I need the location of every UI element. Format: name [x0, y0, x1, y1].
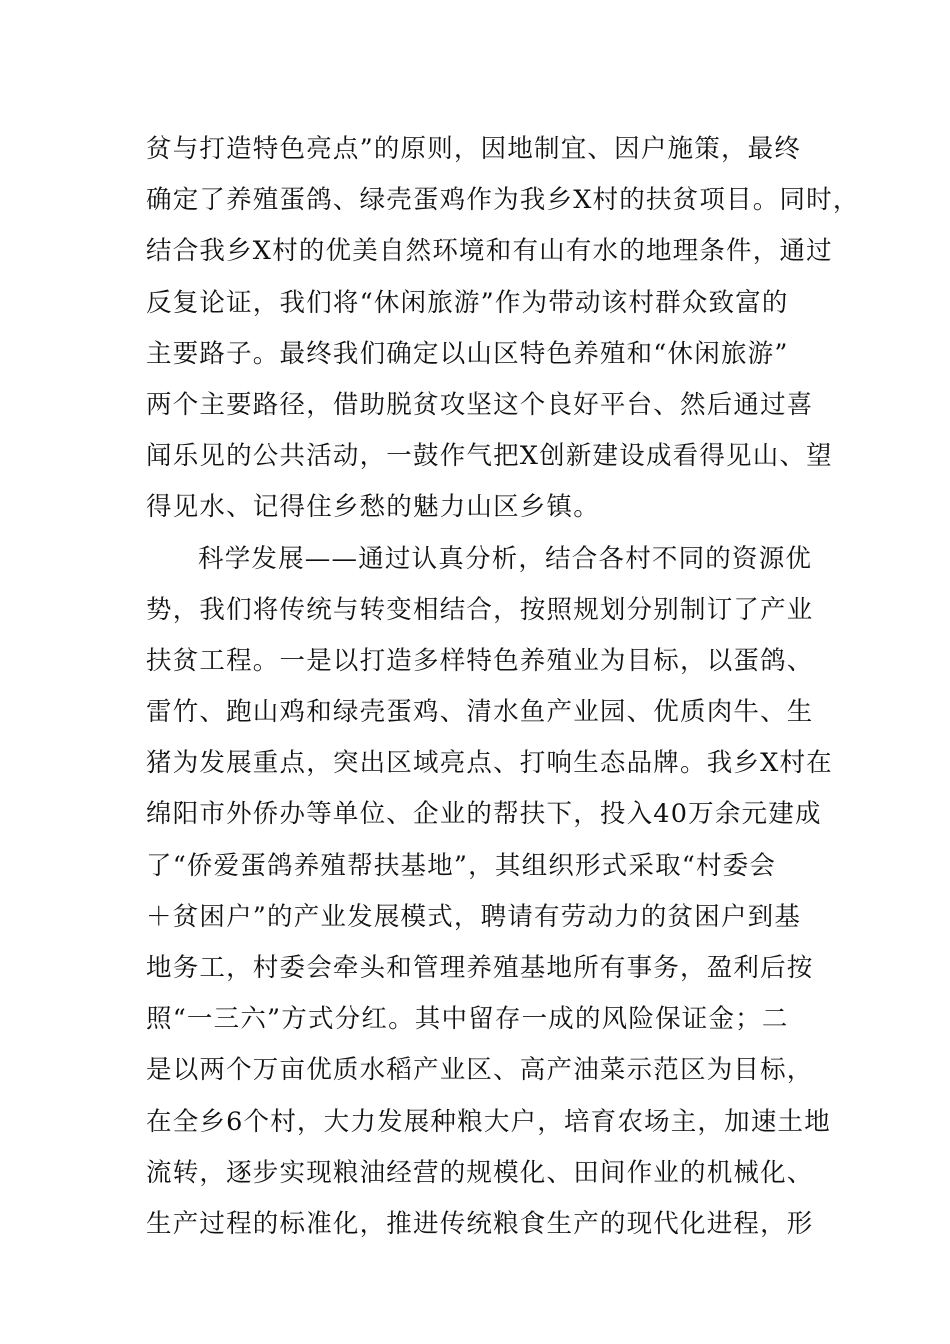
text-line: 在全乡6个村，大力发展种粮大户，培育农场主，加速土地: [146, 1106, 831, 1137]
text-line: 主要路子。最终我们确定以山区特色养殖和“休闲旅游”: [146, 338, 789, 369]
text-line: 反复论证，我们将“休闲旅游”作为带动该村群众致富的: [146, 287, 789, 318]
text-line: 地务工，村委会牵头和管理养殖基地所有事务，盈利后按: [146, 953, 814, 983]
text-line: 是以两个万亩优质水稻产业区、高产油菜示范区为目标，: [146, 1055, 814, 1086]
text-line: 两个主要路径，借助脱贫攻坚这个良好平台、然后通过喜: [146, 389, 814, 420]
text-line: 绵阳市外侨办等单位、企业的帮扶下，投入40万余元建成: [146, 799, 822, 830]
text-line: 猪为发展重点，突出区域亮点、打响生态品牌。我乡X村在: [146, 748, 833, 779]
text-line: ＋贫困户”的产业发展模式，聘请有劳动力的贫困户到基: [146, 901, 802, 932]
text-line: 了“侨爱蛋鸽养殖帮扶基地”，其组织形式采取“村委会: [146, 850, 777, 881]
text-line: 雷竹、跑山鸡和绿壳蛋鸡、清水鱼产业园、优质肉牛、生: [146, 697, 814, 728]
text-line: 生产过程的标准化，推进传统粮食生产的现代化进程，形: [146, 1208, 814, 1239]
text-line: 流转，逐步实现粮油经营的规模化、田间作业的机械化、: [146, 1157, 814, 1188]
text-line: 确定了养殖蛋鸽、绿壳蛋鸡作为我乡X村的扶贫项目。同时，: [146, 185, 860, 216]
text-line: 贫与打造特色亮点”的原则，因地制宜、因户施策，最终: [146, 134, 802, 164]
text-line: 势，我们将传统与转变相结合，按照规划分别制订了产业: [146, 594, 814, 625]
text-line: 闻乐见的公共活动，一鼓作气把X创新建设成看得见山、望: [146, 441, 833, 472]
text-line: 扶贫工程。一是以打造多样特色养殖业为目标，以蛋鸽、: [146, 645, 814, 676]
text-line: 得见水、记得住乡愁的魅力山区乡镇。: [146, 492, 600, 523]
document-body: [146, 124, 860, 1250]
text-line: 照“一三六”方式分红。其中留存一成的风险保证金；二: [146, 1004, 789, 1035]
paragraph-first-line: 科学发展——通过认真分析，结合各村不同的资源优: [198, 543, 813, 574]
text-line: 结合我乡X村的优美自然环境和有山有水的地理条件，通过: [146, 236, 833, 267]
